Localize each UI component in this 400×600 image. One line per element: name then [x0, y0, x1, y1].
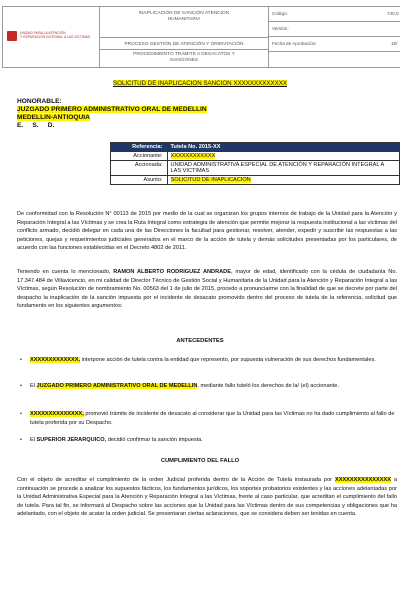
signer-name: RAMON ALBERTO RODRIGUEZ ANDRADE — [113, 269, 231, 275]
reference-table — [110, 142, 400, 185]
cumplimiento-title: CUMPLIMIENTO DEL FALLO — [160, 458, 240, 464]
fecha-label: Fecha de Aprobación: — [272, 41, 317, 46]
antecedentes-title: ANTECEDENTES — [176, 338, 224, 344]
header-title-2: HUMANITARIA — [167, 17, 201, 22]
honorable-label: HONORABLE: — [17, 98, 62, 105]
codigo-label: Código: — [272, 11, 288, 16]
header-procedure-2: SANCIONES — [169, 58, 199, 63]
asunto-value: SOLICITUD DE INAPLICACION — [167, 176, 399, 185]
list-item: • XXXXXXXXXXXXXX, promovió trámite de incidente de desacato al considerar que la Unidad para las Víctimas no ha dado cumplimiento al fallo de tutela proferida por su Despacho. — [20, 411, 395, 426]
intro-paragraph: De conformidad con la Resolución N° 00113 de 2015 por medio de la cual se organizan los grupos internos de trabajo de la Unidad para la Atención y Reparación Integral a las Víctimas y se crea la Ruta Integral como estrategia de atención que permite mejorar la respuesta institucional a las víctimas del conflicto armado, decidió delegar en cada una de las Direcciones la facultad para gestionar, resolver, atender, expedir y suscribir las respuestas a las peticiones, quejas y requerimientos judiciales generados en el marco de la acción de tutela y demás solicitudes presentadas por los particulares, de acuerdo con las funciones establecidas en el Decreto 4802 de 2011. — [17, 211, 397, 252]
ref-value: Tutela No. 2015-XX — [167, 143, 399, 152]
second-paragraph: Teniendo en cuenta lo mencionado, RAMON ALBERTO RODRIGUEZ ANDRADE, mayor de edad, identificado con la cédula de ciudadanía No. 17.347.484 de Villavicencio, en mi calidad de Director Técnico de Gestión Social y Humanitaria de la Unidad para la Atención y Reparación Integral a las Víctimas, según Resolución de nombramiento No. 00563 del 1 de julio de 2015, procedo a pronunciarme con la finalidad de que se decrete por parte del despacho la inaplicación de la sanción impuesta por el incidente de desacato promovido dentro del proceso de tutela de la referencia, solicitud que fundamento en los siguientes argumentos: — [17, 269, 397, 310]
header-meta — [269, 7, 400, 67]
header-title-1: INAPLICACIÓN DE SANCIÓN ATENCION — [138, 11, 230, 16]
accionante-key: Accionante: — [111, 152, 168, 161]
list-item: • El SUPERIOR JERARQUICO, decidió confirmar la sanción impuesta. — [20, 437, 203, 443]
esd-line: E. S. D. — [17, 122, 55, 129]
logo — [3, 7, 100, 67]
table-row — [111, 152, 400, 161]
table-row — [111, 143, 400, 152]
codigo-value: 740,0 — [387, 11, 399, 16]
header-process: PROCESO GESTIÓN DE ATENCIÓN Y ORIENTACIÓN — [124, 42, 244, 47]
court-city: MEDELLIN-ANTIOQUIA — [17, 114, 90, 121]
table-row — [111, 161, 400, 176]
court-name: JUZGADO PRIMERO ADMINISTRATIVO ORAL DE MEDELLIN — [17, 106, 207, 113]
cumplimiento-paragraph: Con el objeto de acreditar el cumplimiento de la orden Judicial proferida dentro de la Acción de Tutela instaurada por XXXXXXXXXXXXXXX a continuación se procede a analizar los supuestos fácticos, los fundamentos jurídicos, los soportes probatorios existentes y las acciones adelantadas por la Unidad Administrativa Especial para la Atención y Reparación Integral a las Víctimas, frente al caso particular, que acreditan el cumplimiento del fallo de tutela. Para tal fin, se informará al Despacho sobre las acciones que la Unidad para las Víctimas dentro de sus competencias y obligaciones que ha adelantado, con el objeto de acatar la orden judicial. Se presentaran ciertas aclaraciones, que se considera deben ser tenidas en cuenta. — [17, 477, 397, 518]
table-row — [111, 176, 400, 185]
accionante-value: XXXXXXXXXXXX — [167, 152, 399, 161]
accionada-key: Accionada: — [111, 161, 168, 176]
list-item: • XXXXXXXXXXXXX, interpone acción de tutela contra la entidad que represento, por supuesta vulneración de sus derechos fundamentales. — [20, 357, 376, 363]
document-title: SOLICITUD DE INAPLICACION SANCION XXXXXXXXXXXXX — [113, 80, 287, 87]
document-header — [2, 6, 400, 68]
header-procedure-1: PROCEDIMIENTO TRÁMITE A DESACATOS Y — [133, 52, 235, 57]
logo-mark-icon — [7, 31, 17, 41]
ref-key: Referencia: — [111, 143, 168, 152]
asunto-key: Asunto: — [111, 176, 168, 185]
logo-text-2: Y REPARACIÓN INTEGRAL A LAS VÍCTIMAS — [20, 35, 91, 39]
version-label: Versión: — [272, 26, 289, 31]
list-item: • El JUZGADO PRIMERO ADMINISTRATIVO ORAL DE MEDELLIN, mediante fallo tuteló los derechos de la/ (el) accionante. — [20, 383, 339, 389]
accionada-value: UNIDAD ADMINISTRATIVA ESPECIAL DE ATENCIÓN Y REPARACIÓN INTEGRAL A LAS VICTIMAS — [167, 161, 399, 176]
fecha-value: 15/ — [391, 41, 398, 46]
logo-text-1: UNIDAD PARA LA ATENCIÓN — [20, 31, 66, 35]
